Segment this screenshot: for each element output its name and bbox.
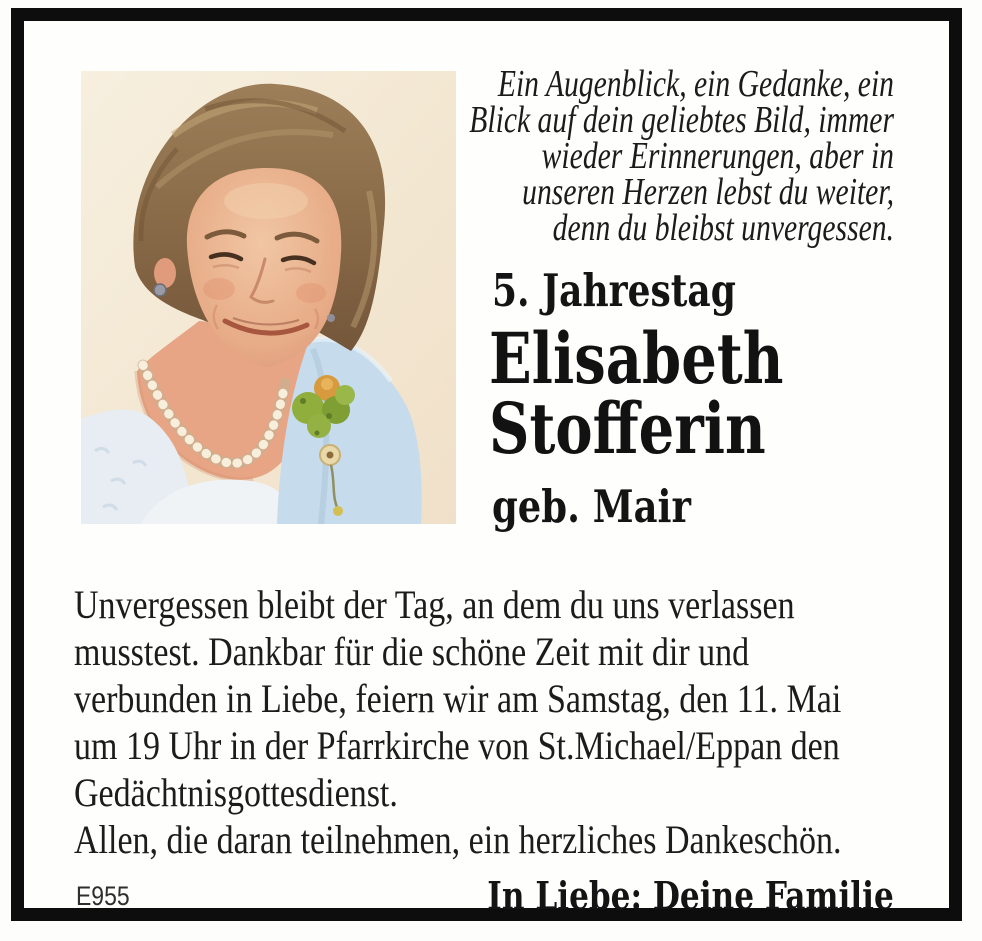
deceased-first-name: Elisabeth (489, 317, 784, 400)
announcement-text (74, 581, 967, 863)
closing-signature: In Liebe: Deine Familie (487, 873, 894, 918)
poem-line: wieder Erinnerungen, aber in (541, 135, 894, 177)
poem-line: denn du bleibst unvergessen. (552, 207, 894, 249)
maiden-name: geb. Mair (492, 480, 691, 533)
deceased-name (489, 317, 784, 470)
anniversary-heading: 5. Jahrestag (492, 264, 736, 317)
poem-line: Blick auf dein geliebtes Bild, immer (469, 99, 894, 141)
poem-line: Ein Augenblick, ein Gedanke, ein (497, 63, 894, 105)
portrait-photo-illustration (81, 71, 456, 524)
memorial-poem (457, 63, 894, 249)
announcement-line: Allen, die daran teilnehmen, ein herzliches Dankeschön. (74, 817, 842, 862)
publisher-code: E955 (76, 881, 130, 911)
announcement-line: um 19 Uhr in der Pfarrkirche von St.Michael/Eppan den (74, 723, 840, 768)
announcement-line: Unvergessen bleibt der Tag, an dem du uns verlassen (74, 582, 795, 627)
announcement-line: musstest. Dankbar für die schöne Zeit mit dir und (74, 629, 750, 674)
poem-line: unseren Herzen lebst du weiter, (522, 171, 894, 213)
memorial-card-frame (11, 8, 962, 921)
deceased-last-name: Stofferin (489, 387, 766, 470)
portrait-photo (81, 71, 456, 524)
announcement-line: Gedächtnisgottesdienst. (74, 770, 398, 815)
announcement-line: verbunden in Liebe, feiern wir am Samstag, den 11. Mai (74, 676, 842, 721)
